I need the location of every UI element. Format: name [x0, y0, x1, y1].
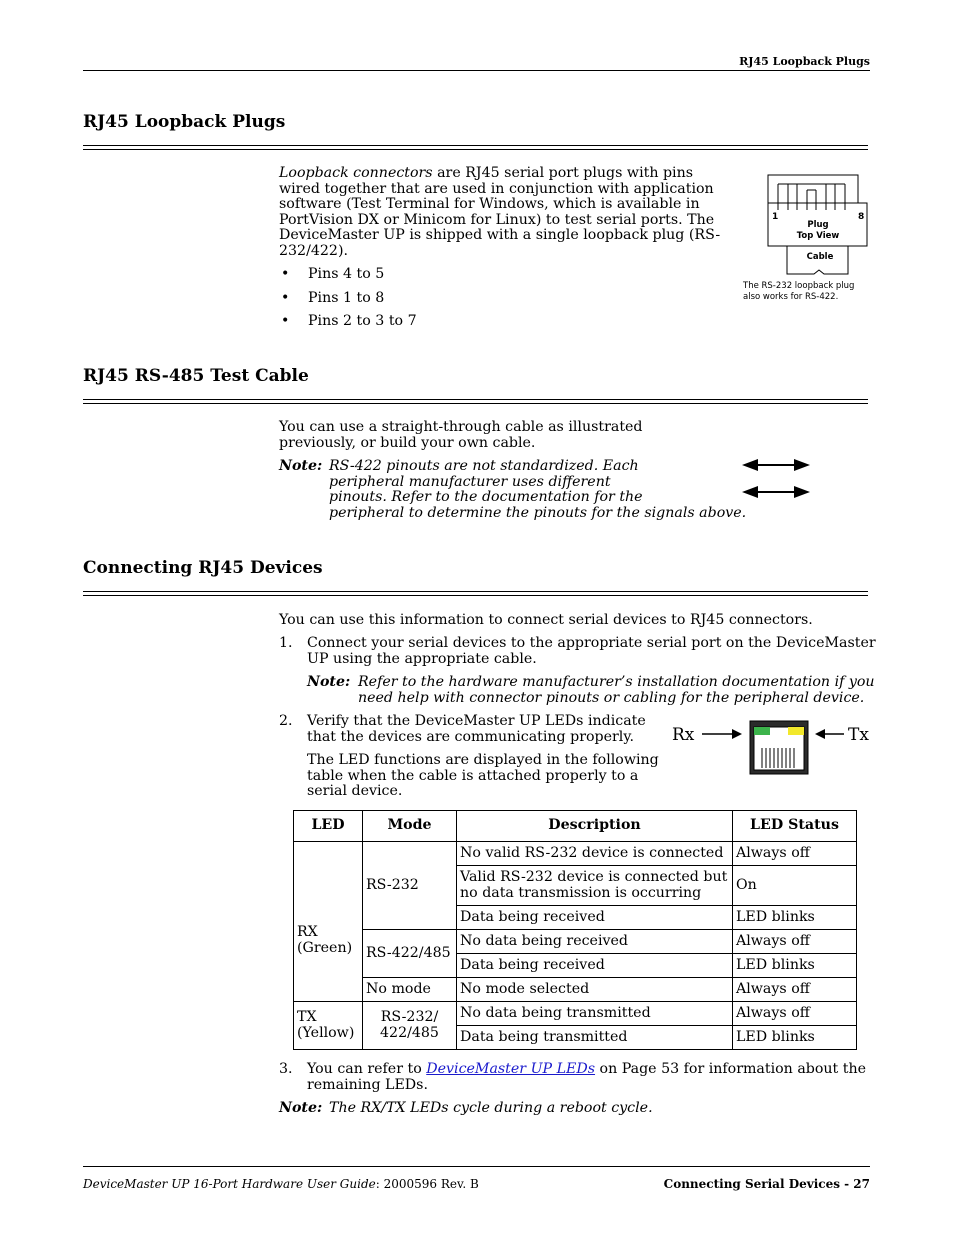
status-cell: LED blinks: [733, 1026, 857, 1050]
final-note-text: The RX/TX LEDs cycle during a reboot cycle.: [329, 1100, 653, 1116]
section-title-loopback: RJ45 Loopback Plugs: [83, 112, 286, 132]
mode-cell: RS-232: [363, 842, 457, 930]
rs485-body: [279, 420, 643, 451]
led-status-table: [293, 810, 857, 1050]
note-line: need help with connector pinouts or cabling for the peripheral device.: [358, 689, 865, 706]
body-line: You can use a straight-through cable as illustrated: [279, 419, 643, 435]
step-number: 1.: [279, 635, 293, 651]
final-note-label: Note:: [279, 1100, 323, 1116]
section-rule: [83, 399, 868, 404]
note-line: peripheral manufacturer uses different: [329, 473, 611, 490]
rj45-led-diagram: [668, 716, 873, 778]
mode-cell: RS-422/485: [363, 930, 457, 978]
cable-label: Cable: [806, 252, 834, 262]
status-cell: Always off: [733, 1002, 857, 1026]
status-cell: LED blinks: [733, 954, 857, 978]
note-line: RS-422 pinouts are not standardized. Each: [329, 458, 639, 474]
step-1-note: [358, 675, 875, 706]
double-arrow-icons: [740, 455, 815, 505]
intro-line: are RJ45 serial port plugs with pins: [432, 165, 693, 181]
intro-line: 232/422).: [279, 242, 348, 259]
note-line: peripheral to determine the pinouts for the signals above.: [329, 504, 747, 521]
step-line: Connect your serial devices to the appropriate serial port on the DeviceMaster: [307, 635, 876, 651]
table-row: [294, 842, 857, 866]
table-header: LED Status: [733, 811, 857, 842]
loopback-intro: [279, 166, 729, 260]
tx-label: Tx: [848, 725, 869, 745]
table-header-row: [294, 811, 857, 842]
plug-label: Plug: [807, 220, 829, 230]
step-line: UP using the appropriate cable.: [307, 650, 537, 667]
double-arrow-icon: [742, 486, 810, 498]
note-line: Refer to the hardware manufacturer’s installation documentation if you: [358, 674, 875, 690]
table-header: LED: [294, 811, 363, 842]
step-number: 3.: [279, 1061, 293, 1077]
rx-label: Rx: [672, 725, 695, 745]
intro-line: wired together that are used in conjunction with application: [279, 180, 714, 197]
step-1-note-label: Note:: [307, 674, 351, 690]
description-cell: No mode selected: [457, 978, 733, 1002]
running-head: RJ45 Loopback Plugs: [739, 55, 870, 68]
step-2-text: [307, 714, 646, 745]
section-rule: [83, 591, 868, 596]
description-cell: Data being received: [457, 954, 733, 978]
section-title-connecting: Connecting RJ45 Devices: [83, 558, 323, 578]
step-line: that the devices are communicating properly.: [307, 728, 634, 745]
step-line: remaining LEDs.: [307, 1076, 428, 1093]
description-cell: No data being transmitted: [457, 1002, 733, 1026]
status-cell: Always off: [733, 842, 857, 866]
description-cell: Valid RS-232 device is connected but no data transmission is occurring: [457, 866, 733, 906]
note-line: pinouts. Refer to the documentation for the: [329, 489, 643, 506]
step-2-subtext: [307, 753, 659, 800]
section-rule: [83, 145, 868, 150]
step-line: serial device.: [307, 783, 403, 800]
status-cell: On: [733, 866, 857, 906]
footer-title: DeviceMaster UP 16-Port Hardware User Guide: 2000596 Rev. B: [83, 1177, 479, 1191]
loopback-plug-diagram: [740, 170, 880, 305]
table-row: [294, 930, 857, 954]
table-row: [294, 1002, 857, 1026]
intro-line: DeviceMaster UP is shipped with a single loopback plug (RS-: [279, 227, 721, 244]
table-header: Description: [457, 811, 733, 842]
footer-page: Connecting Serial Devices - 27: [663, 1177, 870, 1191]
step-1-text: [307, 636, 876, 667]
note-label: Note:: [279, 458, 323, 474]
pin-8-label: 8: [858, 212, 865, 222]
connecting-intro: You can use this information to connect serial devices to RJ45 connectors.: [279, 612, 813, 628]
table-row: [294, 978, 857, 1002]
top-view-label: Top View: [796, 231, 840, 241]
rx-led: [754, 727, 770, 735]
section-title-rs485: RJ45 RS-485 Test Cable: [83, 366, 309, 386]
step-number: 2.: [279, 713, 293, 729]
intro-emphasis: Loopback connectors: [279, 165, 433, 181]
tx-led-cell: TX (Yellow): [294, 1002, 363, 1050]
pin-1-label: 1: [772, 212, 779, 222]
double-arrow-icon: [742, 459, 810, 471]
status-cell: LED blinks: [733, 906, 857, 930]
rx-led-cell: RX (Green): [294, 842, 363, 1002]
status-cell: Always off: [733, 930, 857, 954]
step-3-text: You can refer to DeviceMaster UP LEDs on Page 53 for information about the remaining LEDs.: [307, 1061, 866, 1093]
tx-led: [788, 727, 804, 735]
header-rule: [83, 70, 870, 71]
status-cell: Always off: [733, 978, 857, 1002]
intro-line: software (Test Terminal for Windows, which is available in: [279, 196, 700, 213]
description-cell: Data being received: [457, 906, 733, 930]
intro-line: PortVision DX or Minicom for Linux) to test serial ports. The: [279, 211, 715, 228]
description-cell: No valid RS-232 device is connected: [457, 842, 733, 866]
table-header: Mode: [363, 811, 457, 842]
rs485-note: [279, 459, 322, 475]
mode-cell: No mode: [363, 978, 457, 1002]
devicemaster-leds-link[interactable]: DeviceMaster UP LEDs: [426, 1061, 596, 1077]
step-line: Verify that the DeviceMaster UP LEDs indicate: [307, 713, 646, 729]
description-cell: No data being received: [457, 930, 733, 954]
step-line: The LED functions are displayed in the following: [307, 752, 659, 768]
figure-caption-line: The RS-232 loopback plug: [743, 281, 855, 291]
footer-rule: [83, 1166, 870, 1167]
body-line: previously, or build your own cable.: [279, 434, 536, 451]
figure-caption-line: also works for RS-422.: [743, 292, 839, 302]
step-line: table when the cable is attached properly to a: [307, 767, 639, 784]
rs485-note-text: [329, 459, 746, 521]
mode-cell: RS-232/ 422/485: [363, 1002, 457, 1050]
description-cell: Data being transmitted: [457, 1026, 733, 1050]
